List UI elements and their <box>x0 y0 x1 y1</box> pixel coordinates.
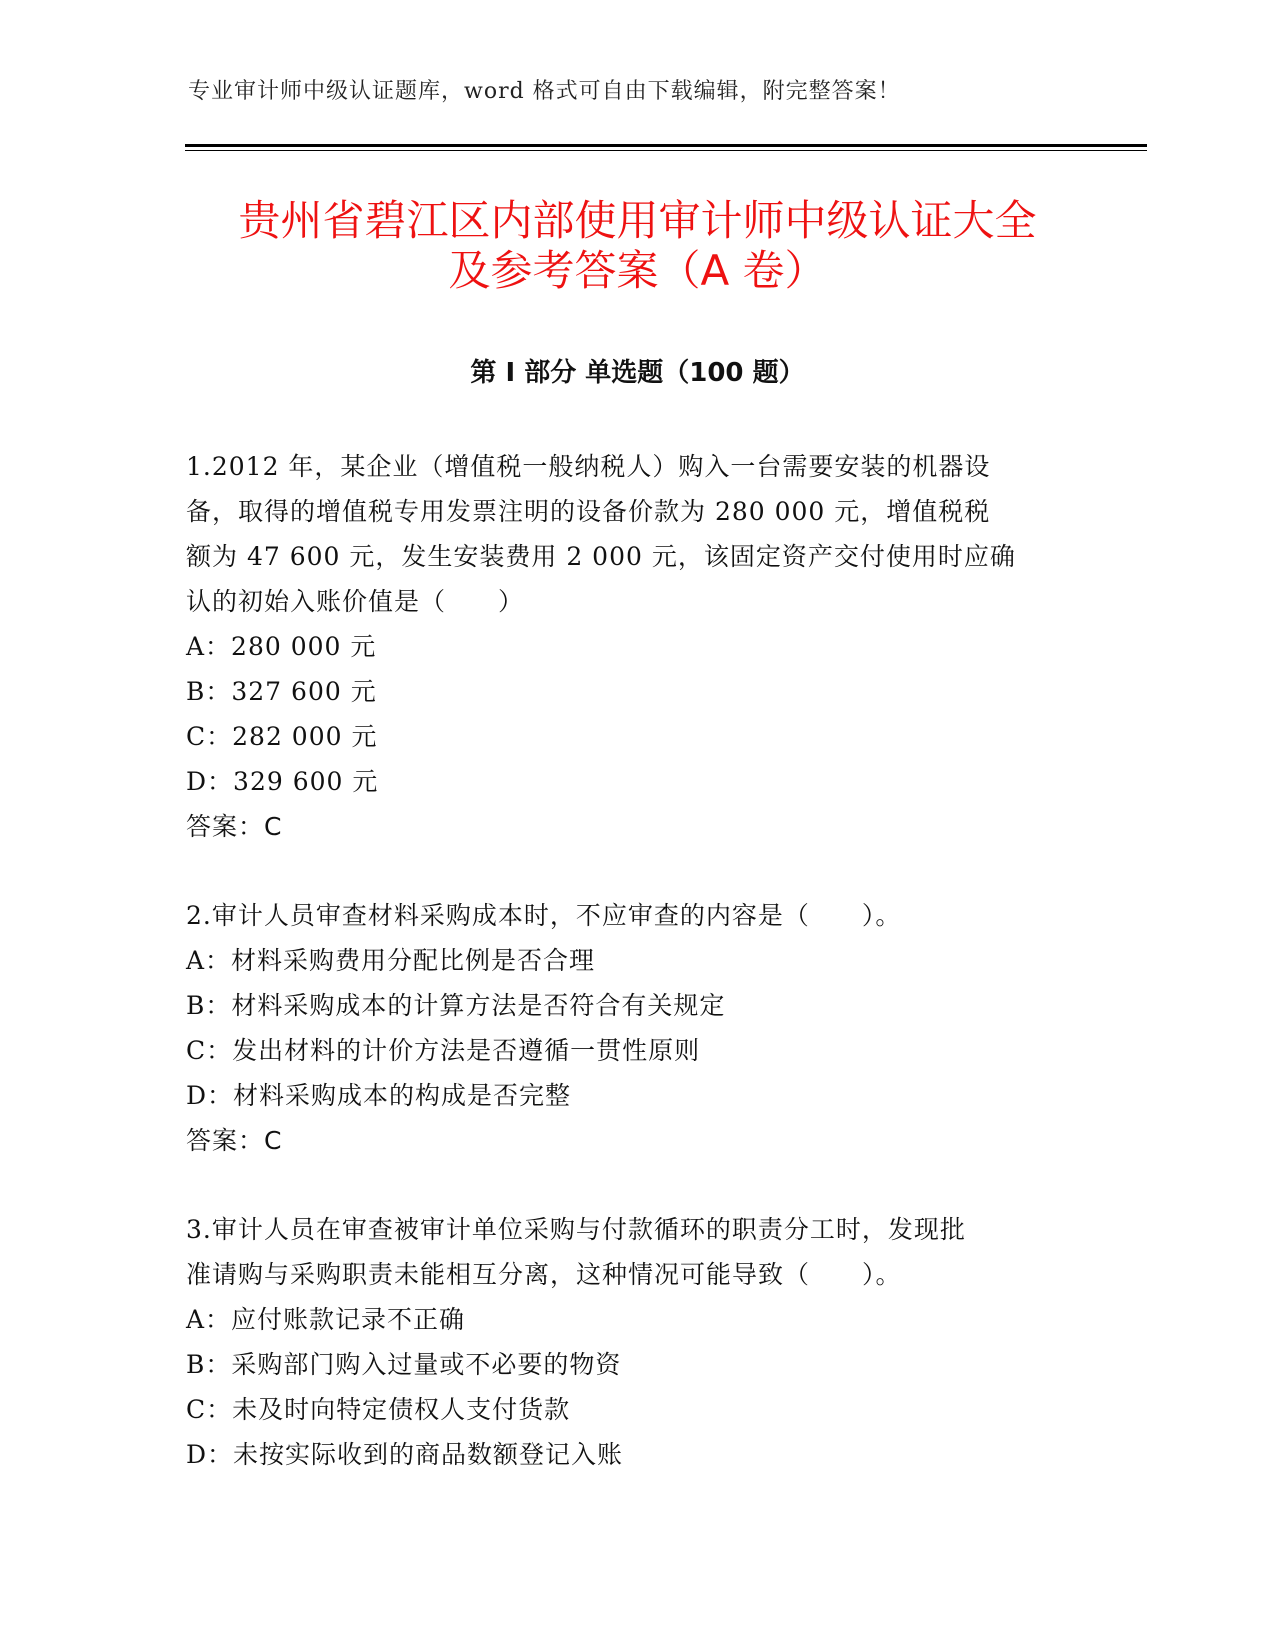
question-3 <box>186 1207 1086 1477</box>
document-title-line-2: 及参考答案（A 卷） <box>448 246 827 295</box>
header-rule-thin <box>185 150 1147 151</box>
option-c: C：282 000 元 <box>186 722 378 751</box>
option-b: B：327 600 元 <box>186 677 377 706</box>
document-title-line-1: 贵州省碧江区内部使用审计师中级认证大全 <box>238 196 1037 245</box>
stem-line: 1.2012 年，某企业（增值税一般纳税人）购入一台需要安装的机器设 <box>186 452 991 481</box>
option-a: A：280 000 元 <box>186 632 377 661</box>
header-rule-thick <box>185 144 1147 147</box>
option-d: D：材料采购成本的构成是否完整 <box>186 1081 572 1110</box>
option-c: C：未及时向特定债权人支付货款 <box>186 1395 571 1424</box>
question-2 <box>186 893 1086 1163</box>
stem-line: 认的初始入账价值是（ ） <box>186 587 525 616</box>
stem-line: 准请购与采购职责未能相互分离，这种情况可能导致（ ）。 <box>186 1260 902 1289</box>
option-a: A：材料采购费用分配比例是否合理 <box>186 946 596 975</box>
stem-line: 备，取得的增值税专用发票注明的设备价款为 280 000 元，增值税税 <box>186 497 991 526</box>
option-d: D：未按实际收到的商品数额登记入账 <box>186 1440 624 1469</box>
stem-line: 3.审计人员在审查被审计单位采购与付款循环的职责分工时，发现批 <box>186 1215 966 1244</box>
stem-line: 2.审计人员审查材料采购成本时，不应审查的内容是（ ）。 <box>186 901 902 930</box>
question-1 <box>186 444 1086 849</box>
answer: 答案：C <box>186 812 283 841</box>
option-b: B：采购部门购入过量或不必要的物资 <box>186 1350 622 1379</box>
question-stem <box>186 1207 1086 1297</box>
question-stem <box>186 444 1086 624</box>
question-list <box>186 444 1086 1521</box>
section-heading: 第 I 部分 单选题（100 题） <box>470 358 805 388</box>
answer: 答案：C <box>186 1126 283 1155</box>
option-d: D：329 600 元 <box>186 767 379 796</box>
stem-line: 额为 47 600 元，发生安装费用 2 000 元，该固定资产交付使用时应确 <box>186 542 1016 571</box>
option-c: C：发出材料的计价方法是否遵循一贯性原则 <box>186 1036 701 1065</box>
header-note: 专业审计师中级认证题库，word 格式可自由下载编辑，附完整答案！ <box>188 79 901 104</box>
question-stem <box>186 893 1086 938</box>
option-a: A：应付账款记录不正确 <box>186 1305 466 1334</box>
document-title <box>150 196 1125 296</box>
option-b: B：材料采购成本的计算方法是否符合有关规定 <box>186 991 726 1020</box>
